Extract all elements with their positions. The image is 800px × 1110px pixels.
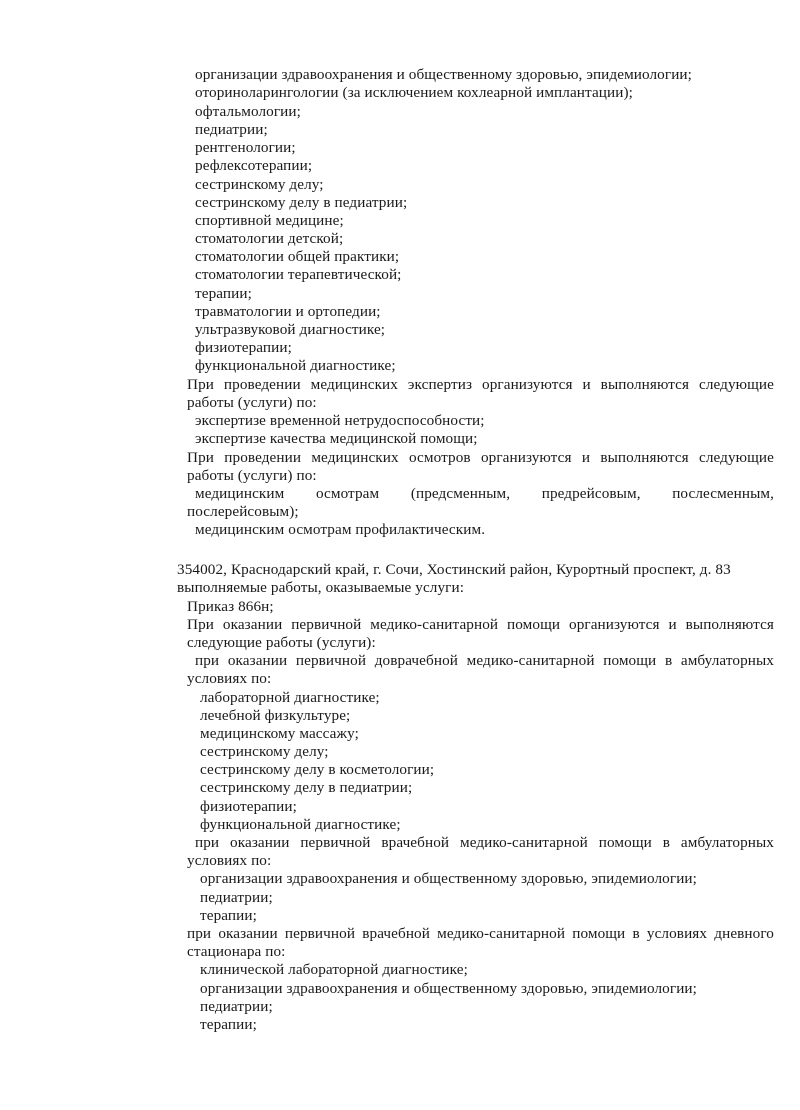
list-item: сестринскому делу в косметологии; xyxy=(200,761,435,778)
expertise-intro-cont: работы (услуги) по: xyxy=(187,394,317,411)
list-item: ультразвуковой диагностике; xyxy=(195,321,386,338)
list-item: сестринскому делу в педиатрии; xyxy=(200,779,413,796)
list-item: медицинским осмотрам (предсменным, предрейсовым, послесменным, xyxy=(195,485,774,502)
list-item: организации здравоохранения и общественному здоровью, эпидемиологии; xyxy=(200,870,697,887)
doc-day-intro: при оказании первичной врачебной медико-санитарной помощи в условиях дневного xyxy=(187,925,774,942)
list-item: травматологии и ортопедии; xyxy=(195,303,381,320)
expertise-intro: При проведении медицинских экспертиз организуются и выполняются следующие xyxy=(187,376,774,393)
list-item: функциональной диагностике; xyxy=(200,816,401,833)
address: 354002, Краснодарский край, г. Сочи, Хостинский район, Курортный проспект, д. 83 xyxy=(177,561,731,578)
list-item: терапии; xyxy=(195,285,252,302)
list-item: стоматологии детской; xyxy=(195,230,344,247)
pmsp-intro-cont: следующие работы (услуги): xyxy=(187,634,376,651)
list-item: экспертизе временной нетрудоспособности; xyxy=(195,412,485,429)
list-item: педиатрии; xyxy=(200,998,273,1015)
doc-amb-intro: при оказании первичной врачебной медико-санитарной помощи в амбулаторных xyxy=(195,834,774,851)
list-item: рентгенологии; xyxy=(195,139,296,156)
exams-intro: При проведении медицинских осмотров организуются и выполняются следующие xyxy=(187,449,774,466)
list-item: лечебной физкультуре; xyxy=(200,707,351,724)
list-item: клинической лабораторной диагностике; xyxy=(200,961,468,978)
doc-day-intro-cont: стационара по: xyxy=(187,943,286,960)
list-item: оториноларингологии (за исключением кохлеарной имплантации); xyxy=(195,84,633,101)
list-item: рефлексотерапии; xyxy=(195,157,313,174)
list-item: спортивной медицине; xyxy=(195,212,344,229)
list-item: организации здравоохранения и общественному здоровью, эпидемиологии; xyxy=(200,980,697,997)
works-label: выполняемые работы, оказываемые услуги: xyxy=(177,579,465,596)
pmsp-intro: При оказании первичной медико-санитарной помощи организуются и выполняются xyxy=(187,616,774,633)
list-item: лабораторной диагностике; xyxy=(200,689,380,706)
list-item: организации здравоохранения и общественному здоровью, эпидемиологии; xyxy=(195,66,692,83)
list-item: физиотерапии; xyxy=(195,339,292,356)
order-ref: Приказ 866н; xyxy=(187,598,274,615)
list-item: сестринскому делу; xyxy=(195,176,324,193)
list-item: функциональной диагностике; xyxy=(195,357,396,374)
list-item: терапии; xyxy=(200,1016,257,1033)
list-item: сестринскому делу; xyxy=(200,743,329,760)
list-item: стоматологии общей практики; xyxy=(195,248,400,265)
list-item: сестринскому делу в педиатрии; xyxy=(195,194,408,211)
list-item: офтальмологии; xyxy=(195,103,301,120)
list-item-cont: послерейсовым); xyxy=(187,503,299,520)
exams-intro-cont: работы (услуги) по: xyxy=(187,467,317,484)
list-item: экспертизе качества медицинской помощи; xyxy=(195,430,478,447)
list-item: педиатрии; xyxy=(200,889,273,906)
predoc-intro: при оказании первичной доврачебной медико-санитарной помощи в амбулаторных xyxy=(195,652,774,669)
list-item: педиатрии; xyxy=(195,121,268,138)
list-item: терапии; xyxy=(200,907,257,924)
doc-amb-intro-cont: условиях по: xyxy=(187,852,272,869)
list-item: физиотерапии; xyxy=(200,798,297,815)
list-item: стоматологии терапевтической; xyxy=(195,266,402,283)
list-item: медицинскому массажу; xyxy=(200,725,359,742)
list-item: медицинским осмотрам профилактическим. xyxy=(195,521,486,538)
predoc-intro-cont: условиях по: xyxy=(187,670,272,687)
